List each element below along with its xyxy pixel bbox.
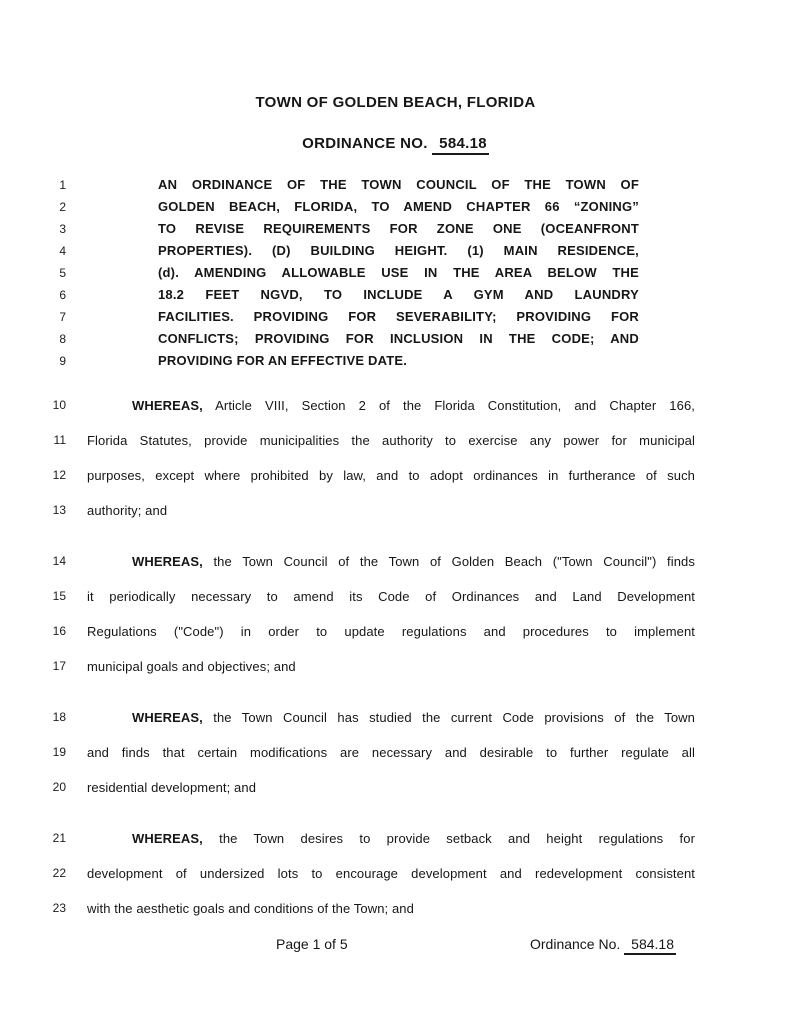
caption-line-text: (d). AMENDING ALLOWABLE USE IN THE AREA BELOW THE xyxy=(158,265,639,280)
line-number: 16 xyxy=(52,624,66,638)
whereas-line xyxy=(0,891,791,926)
line-number: 6 xyxy=(59,288,66,302)
caption-line-text: TO REVISE REQUIREMENTS FOR ZONE ONE (OCEANFRONT xyxy=(158,221,639,236)
caption-line-text: AN ORDINANCE OF THE TOWN COUNCIL OF THE TOWN OF xyxy=(158,177,639,192)
whereas-line xyxy=(0,649,791,684)
document-title: TOWN OF GOLDEN BEACH, FLORIDA xyxy=(255,94,536,111)
whereas-line xyxy=(0,700,791,735)
ordinance-heading-number: 584.18 xyxy=(432,135,489,155)
whereas-line-text: Florida Statutes, provide municipalities the authority to exercise any power for municipal xyxy=(87,433,695,448)
line-number: 20 xyxy=(52,780,66,794)
ordinance-number-heading xyxy=(0,135,791,152)
footer-ordinance-number xyxy=(530,936,676,952)
line-number: 8 xyxy=(59,332,66,346)
whereas-line-text: development of undersized lots to encourage development and redevelopment consistent xyxy=(87,866,695,881)
line-number: 14 xyxy=(52,554,66,568)
footer-ordinance-value: 584.18 xyxy=(624,936,676,955)
footer-ordinance-label: Ordinance No. xyxy=(530,936,621,952)
line-number: 2 xyxy=(59,200,66,214)
whereas-paragraph xyxy=(0,544,791,684)
whereas-line xyxy=(0,735,791,770)
whereas-line-text xyxy=(87,821,695,856)
whereas-line-text: with the aesthetic goals and conditions of the Town; and xyxy=(87,901,414,916)
whereas-clauses xyxy=(0,388,791,926)
caption-line-text: PROVIDING FOR AN EFFECTIVE DATE. xyxy=(158,353,408,368)
whereas-keyword: WHEREAS, xyxy=(132,398,203,413)
line-number: 15 xyxy=(52,589,66,603)
whereas-line xyxy=(0,458,791,493)
caption-line xyxy=(0,240,791,262)
whereas-line xyxy=(0,856,791,891)
line-number: 11 xyxy=(53,433,66,447)
whereas-line-text: purposes, except where prohibited by law, and to adopt ordinances in furtherance of such xyxy=(87,468,695,483)
line-number: 4 xyxy=(59,244,66,258)
whereas-line-text xyxy=(87,700,695,735)
line-number: 1 xyxy=(59,178,66,192)
whereas-line-rest: the Town desires to provide setback and height regulations for xyxy=(202,831,695,846)
line-number: 3 xyxy=(59,222,66,236)
whereas-paragraph xyxy=(0,821,791,926)
whereas-line xyxy=(0,423,791,458)
whereas-paragraph xyxy=(0,700,791,805)
page-footer xyxy=(0,936,791,966)
caption-line-text: CONFLICTS; PROVIDING FOR INCLUSION IN THE CODE; AND xyxy=(158,331,639,346)
line-number: 12 xyxy=(52,468,66,482)
line-number: 9 xyxy=(59,354,66,368)
line-number: 13 xyxy=(52,503,66,517)
caption-line xyxy=(0,350,791,372)
whereas-line xyxy=(0,821,791,856)
caption-line xyxy=(0,196,791,218)
whereas-line-rest: Article VIII, Section 2 of the Florida Constitution, and Chapter 166, xyxy=(202,398,695,413)
whereas-line-text: it periodically necessary to amend its Code of Ordinances and Land Development xyxy=(87,589,695,604)
caption-line xyxy=(0,328,791,350)
whereas-paragraph xyxy=(0,388,791,528)
whereas-line xyxy=(0,614,791,649)
line-number: 23 xyxy=(52,901,66,915)
whereas-line xyxy=(0,493,791,528)
whereas-line-text xyxy=(87,544,695,579)
whereas-line-text: and finds that certain modifications are necessary and desirable to further regulate all xyxy=(87,745,695,760)
caption-line xyxy=(0,306,791,328)
ordinance-heading-label: ORDINANCE NO. xyxy=(302,135,428,152)
page-indicator: Page 1 of 5 xyxy=(276,936,348,952)
caption-line xyxy=(0,262,791,284)
whereas-line xyxy=(0,770,791,805)
whereas-line-text: authority; and xyxy=(87,503,168,518)
caption-line xyxy=(0,218,791,240)
whereas-line xyxy=(0,388,791,423)
line-number: 21 xyxy=(52,831,66,845)
line-number: 5 xyxy=(59,266,66,280)
caption-line xyxy=(0,174,791,196)
caption-line-text: FACILITIES. PROVIDING FOR SEVERABILITY; PROVIDING FOR xyxy=(158,309,639,324)
whereas-line-text: Regulations ("Code") in order to update regulations and procedures to implement xyxy=(87,624,695,639)
whereas-line-rest: the Town Council of the Town of Golden Beach ("Town Council") finds xyxy=(202,554,695,569)
whereas-keyword: WHEREAS, xyxy=(132,831,203,846)
whereas-line xyxy=(0,579,791,614)
line-number: 22 xyxy=(52,866,66,880)
whereas-keyword: WHEREAS, xyxy=(132,554,203,569)
caption-line-text: 18.2 FEET NGVD, TO INCLUDE A GYM AND LAUNDRY xyxy=(158,287,639,302)
caption-line xyxy=(0,284,791,306)
line-number: 19 xyxy=(52,745,66,759)
line-number: 10 xyxy=(52,398,66,412)
whereas-line-text: residential development; and xyxy=(87,780,257,795)
whereas-line-rest: the Town Council has studied the current Code provisions of the Town xyxy=(202,710,695,725)
line-number: 18 xyxy=(52,710,66,724)
caption-line-text: GOLDEN BEACH, FLORIDA, TO AMEND CHAPTER 66 “ZONING” xyxy=(158,199,639,214)
ordinance-caption-block xyxy=(0,174,791,372)
whereas-line xyxy=(0,544,791,579)
whereas-keyword: WHEREAS, xyxy=(132,710,203,725)
whereas-line-text: municipal goals and objectives; and xyxy=(87,659,296,674)
caption-line-text: PROPERTIES). (D) BUILDING HEIGHT. (1) MAIN RESIDENCE, xyxy=(158,243,639,258)
whereas-line-text xyxy=(87,388,695,423)
line-number: 17 xyxy=(52,659,66,673)
line-number: 7 xyxy=(59,310,66,324)
